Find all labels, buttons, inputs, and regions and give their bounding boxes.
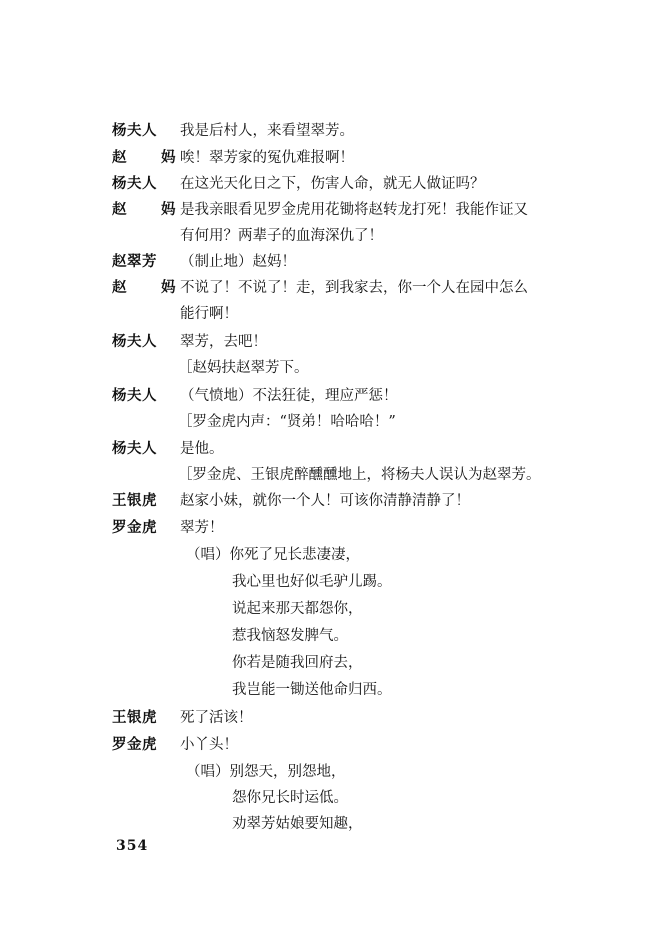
dialogue-line	[0, 384, 640, 408]
dialogue-text: 在这光天化日之下，伤害人命，就无人做证吗？	[180, 176, 485, 192]
verse-line	[0, 570, 640, 594]
verse-text: 我岂能一锄送他命归西。	[232, 682, 392, 698]
dialogue-line	[0, 146, 640, 170]
speaker-name: 杨夫人	[112, 333, 157, 350]
stage-direction-text: ［罗金虎、王银虎醉醺醺地上，将杨夫人误认为赵翠芳。	[178, 467, 541, 483]
verse-text: 说起来那天都怨你，	[232, 601, 363, 617]
verse-text: 你若是随我回府去，	[232, 655, 363, 671]
sung-text: （唱）别怨天，别怨地，	[186, 764, 346, 780]
verse-line	[0, 651, 640, 675]
dialogue-line	[0, 276, 640, 300]
dialogue-text: 翠芳，去吧！	[180, 334, 267, 350]
dialogue-text: 我是后村人，来看望翠芳。	[180, 123, 354, 139]
dialogue-text: 是他。	[180, 441, 224, 457]
speaker-name: 杨夫人	[112, 440, 157, 457]
speaker-name: 罗金虎	[112, 736, 157, 753]
dialogue-text: 唉！翠芳家的冤仇难报啊！	[180, 150, 354, 166]
dialogue-text: 有何用？两辈子的血海深仇了！	[180, 228, 383, 244]
speaker-name: 罗金虎	[112, 519, 157, 536]
dialogue-line	[0, 198, 640, 222]
dialogue-text: 赵家小妹，就你一个人！可该你清静清静了！	[180, 493, 470, 509]
stage-direction	[0, 410, 640, 434]
sung-line	[0, 543, 640, 567]
dialogue-line	[0, 516, 640, 540]
dialogue-text: （气愤地）不法狂徒，理应严惩！	[180, 388, 398, 404]
dialogue-text: 翠芳！	[180, 520, 224, 536]
speaker-name: 杨夫人	[112, 387, 157, 404]
verse-line	[0, 597, 640, 621]
dialogue-text: 死了活该！	[180, 710, 253, 726]
dialogue-line	[0, 119, 640, 143]
speaker-name: 赵 妈	[112, 201, 186, 218]
dialogue-line	[0, 224, 640, 248]
dialogue-line	[0, 489, 640, 513]
stage-direction	[0, 356, 640, 380]
dialogue-text: 不说了！不说了！走，到我家去，你一个人在园中怎么	[180, 280, 528, 296]
verse-line	[0, 624, 640, 648]
verse-line	[0, 678, 640, 702]
page-number: 354	[116, 838, 149, 854]
speaker-name: 赵 妈	[112, 149, 186, 166]
speaker-name: 赵翠芳	[112, 253, 157, 270]
dialogue-text: 能行啊！	[180, 306, 238, 322]
verse-line	[0, 812, 640, 836]
verse-text: 劝翠芳姑娘要知趣，	[232, 816, 363, 832]
sung-line	[0, 760, 640, 784]
dialogue-line	[0, 733, 640, 757]
speaker-name: 赵 妈	[112, 279, 186, 296]
speaker-name: 杨夫人	[112, 175, 157, 192]
dialogue-line	[0, 706, 640, 730]
dialogue-text: 是我亲眼看见罗金虎用花锄将赵转龙打死！我能作证又	[180, 202, 528, 218]
dialogue-line	[0, 437, 640, 461]
speaker-name: 王银虎	[112, 709, 157, 726]
dialogue-line	[0, 302, 640, 326]
speaker-name: 杨夫人	[112, 122, 157, 139]
stage-direction-text: ［罗金虎内声：“贤弟！哈哈哈！”	[178, 414, 396, 430]
stage-direction	[0, 463, 640, 487]
stage-direction-text: ［赵妈扶赵翠芳下。	[178, 360, 309, 376]
dialogue-line	[0, 250, 640, 274]
dialogue-line	[0, 172, 640, 196]
verse-text: 怨你兄长时运低。	[232, 790, 348, 806]
verse-line	[0, 786, 640, 810]
dialogue-line	[0, 330, 640, 354]
verse-text: 我心里也好似毛驴儿踢。	[232, 574, 392, 590]
sung-text: （唱）你死了兄长悲凄凄，	[186, 547, 360, 563]
verse-text: 惹我恼怒发脾气。	[232, 628, 348, 644]
dialogue-text: （制止地）赵妈！	[180, 254, 296, 270]
speaker-name: 王银虎	[112, 492, 157, 509]
dialogue-text: 小丫头！	[180, 737, 238, 753]
